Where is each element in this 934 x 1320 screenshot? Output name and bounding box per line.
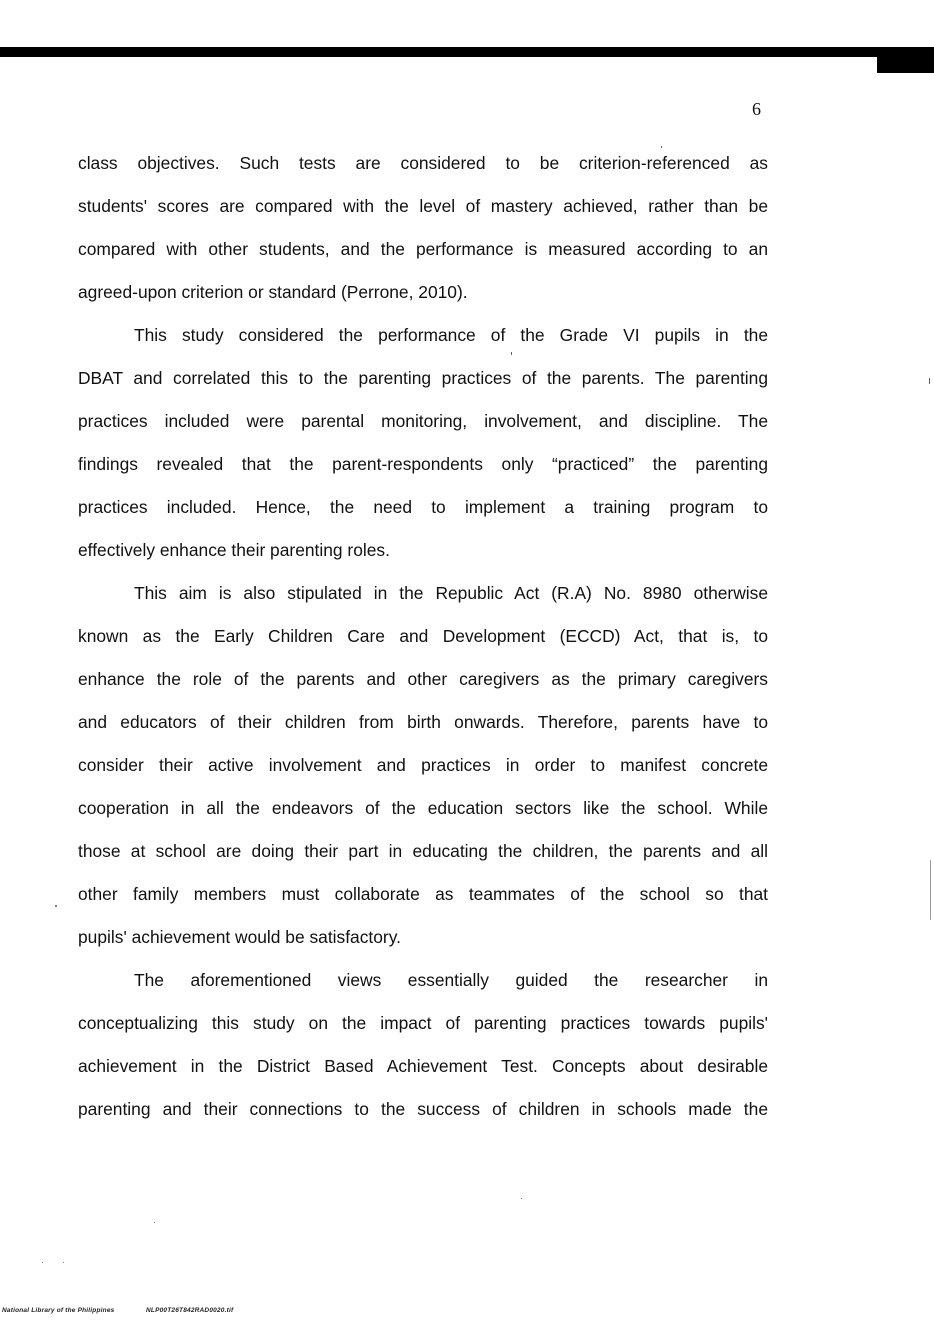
paragraph-1-line-1: class objectives. Such tests are considered to be criterion-referenced as [78, 153, 768, 173]
paragraph-1-line-2: students' scores are compared with the level of mastery achieved, rather than be [78, 196, 768, 216]
paragraph-3-line-1: This aim is also stipulated in the Republic Act (R.A) No. 8980 otherwise [134, 583, 768, 603]
paragraph-4-line-4: parenting and their connections to the success of children in schools made the [78, 1099, 768, 1119]
paragraph-3-line-3: enhance the role of the parents and other caregivers as the primary caregivers [78, 669, 768, 689]
scan-speck [929, 378, 930, 384]
paragraph-1-line-4: agreed-upon criterion or standard (Perrone, 2010). [78, 282, 468, 302]
paragraph-2-line-6: effectively enhance their parenting roles. [78, 540, 390, 560]
paragraph-2-line-3: practices included were parental monitoring, involvement, and discipline. The [78, 411, 768, 431]
body-text [78, 142, 768, 1131]
scan-speck [930, 860, 931, 920]
scan-speck [55, 905, 57, 907]
paragraph-2-line-2: DBAT and correlated this to the parenting practices of the parents. The parenting [78, 368, 768, 388]
paragraph-4-line-2: conceptualizing this study on the impact of parenting practices towards pupils' [78, 1013, 768, 1033]
paragraph-4-line-3: achievement in the District Based Achievement Test. Concepts about desirable [78, 1056, 768, 1076]
paragraph-2-line-1: This study considered the performance of the Grade VI pupils in the [134, 325, 768, 345]
paragraph-3-line-2: known as the Early Children Care and Development (ECCD) Act, that is, to [78, 626, 768, 646]
paragraph-3-line-5: consider their active involvement and practices in order to manifest concrete [78, 755, 768, 775]
paragraph-1-line-3: compared with other students, and the performance is measured according to an [78, 239, 768, 259]
paragraph-3-line-4: and educators of their children from birth onwards. Therefore, parents have to [78, 712, 768, 732]
paragraph-2-line-5: practices included. Hence, the need to implement a training program to [78, 497, 768, 517]
paragraph-3-line-6: cooperation in all the endeavors of the education sectors like the school. While [78, 798, 768, 818]
scan-speck [511, 352, 512, 355]
scan-border-bar [0, 47, 934, 57]
scan-speck [154, 1222, 155, 1223]
scan-speck [63, 1262, 64, 1263]
scan-speck [42, 1262, 43, 1263]
footer-library-credit: National Library of the Philippines [2, 1307, 115, 1314]
paragraph-2-line-4: findings revealed that the parent-respondents only “practiced” the parenting [78, 454, 768, 474]
scan-speck [661, 146, 662, 148]
footer-file-name: NLP00T26T842RAD0020.tif [146, 1307, 234, 1314]
scan-border-tab [877, 47, 934, 73]
paragraph-3-line-8: other family members must collaborate as teammates of the school so that [78, 884, 768, 904]
paragraph-4-line-1: The aforementioned views essentially guided the researcher in [134, 970, 768, 990]
paragraph-3-line-7: those at school are doing their part in educating the children, the parents and all [78, 841, 768, 861]
paragraph-3-line-9: pupils' achievement would be satisfactory. [78, 927, 401, 947]
page-number: 6 [752, 99, 761, 119]
scan-speck [521, 1198, 522, 1199]
